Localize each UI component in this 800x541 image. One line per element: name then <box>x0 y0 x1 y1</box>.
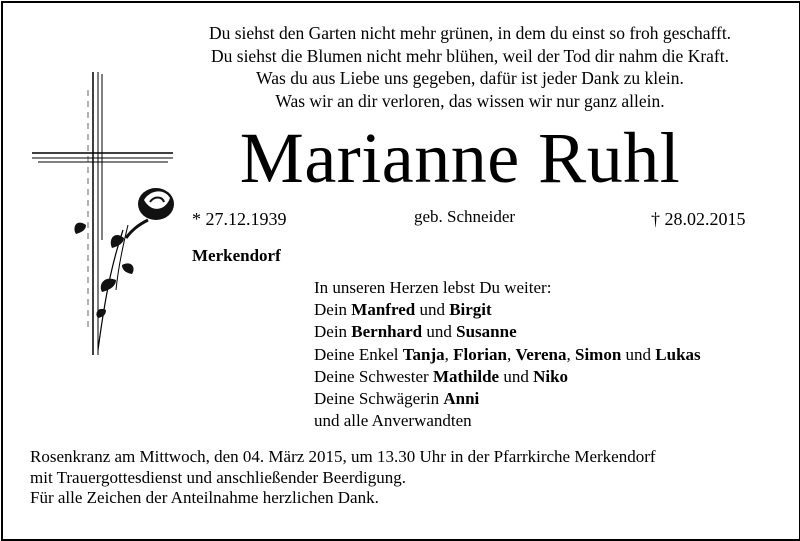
family-closing: und alle Anverwandten <box>314 411 472 431</box>
family-member-name: Niko <box>533 366 569 386</box>
family-line-text: Dein <box>314 300 352 320</box>
poem <box>150 22 790 112</box>
death-date: † 28.02.2015 <box>651 209 746 229</box>
family-member-name: Birgit <box>449 300 492 320</box>
family-line-text: , <box>566 344 575 364</box>
family-line <box>314 299 701 321</box>
rose-icon <box>74 188 174 350</box>
family-member-name: Anni <box>443 389 480 409</box>
family-member-name: Simon <box>575 344 622 364</box>
notice-line: Rosenkranz am Mittwoch, den 04. März 2015, um 13.30 Uhr in der Pfarrkirche Merkendorf <box>30 447 656 466</box>
family-line-text: und <box>422 322 457 342</box>
family-line-text: Deine Schwägerin <box>314 389 444 409</box>
family-member-name: Florian <box>453 344 507 364</box>
family-member-name: Tanja <box>402 344 445 364</box>
poem-line: Du siehst die Blumen nicht mehr blühen, weil der Tod dir nahm die Kraft. <box>211 45 729 66</box>
family-line <box>314 366 701 388</box>
service-notice <box>30 447 656 509</box>
family-line-text: und <box>499 366 534 386</box>
family-line-text: Dein <box>314 322 352 342</box>
cross-with-rose-illustration <box>28 70 178 360</box>
family-line <box>314 344 701 366</box>
family-member-name: Verena <box>515 344 567 364</box>
poem-line: Was du aus Liebe uns gegeben, dafür ist jeder Dank zu klein. <box>256 68 684 88</box>
deceased-name: Marianne Ruhl <box>239 118 681 198</box>
poem-line: Du siehst den Garten nicht mehr grünen, in dem du einst so froh geschafft. <box>208 23 732 43</box>
maiden-name: geb. Schneider <box>414 207 516 226</box>
poem-line: Was wir an dir verloren, das wissen wir nur ganz allein. <box>275 90 665 111</box>
family-member-name: Manfred <box>351 300 416 320</box>
family-line-text: , <box>507 344 516 364</box>
family-line-text: Deine Schwester <box>314 366 433 386</box>
family-member-name: Susanne <box>456 322 517 342</box>
place-name: Merkendorf <box>192 246 281 265</box>
family-line-text: Deine Enkel <box>314 344 403 364</box>
family-line-text: und <box>621 344 656 364</box>
notice-line: mit Trauergottesdienst und anschließender Beerdigung. <box>30 467 406 487</box>
family-member-name: Mathilde <box>432 366 500 386</box>
family-line <box>314 321 701 343</box>
notice-line: Für alle Zeichen der Anteilnahme herzlichen Dank. <box>30 488 379 507</box>
family-line-text: und <box>415 300 450 320</box>
family-member-name: Bernhard <box>351 322 423 342</box>
family-line-text: , <box>444 344 454 364</box>
family-line <box>314 388 701 410</box>
birth-date: * 27.12.1939 <box>192 209 287 229</box>
family-list <box>314 277 701 432</box>
family-member-name: Lukas <box>655 344 701 364</box>
family-intro: In unseren Herzen lebst Du weiter: <box>314 278 552 297</box>
